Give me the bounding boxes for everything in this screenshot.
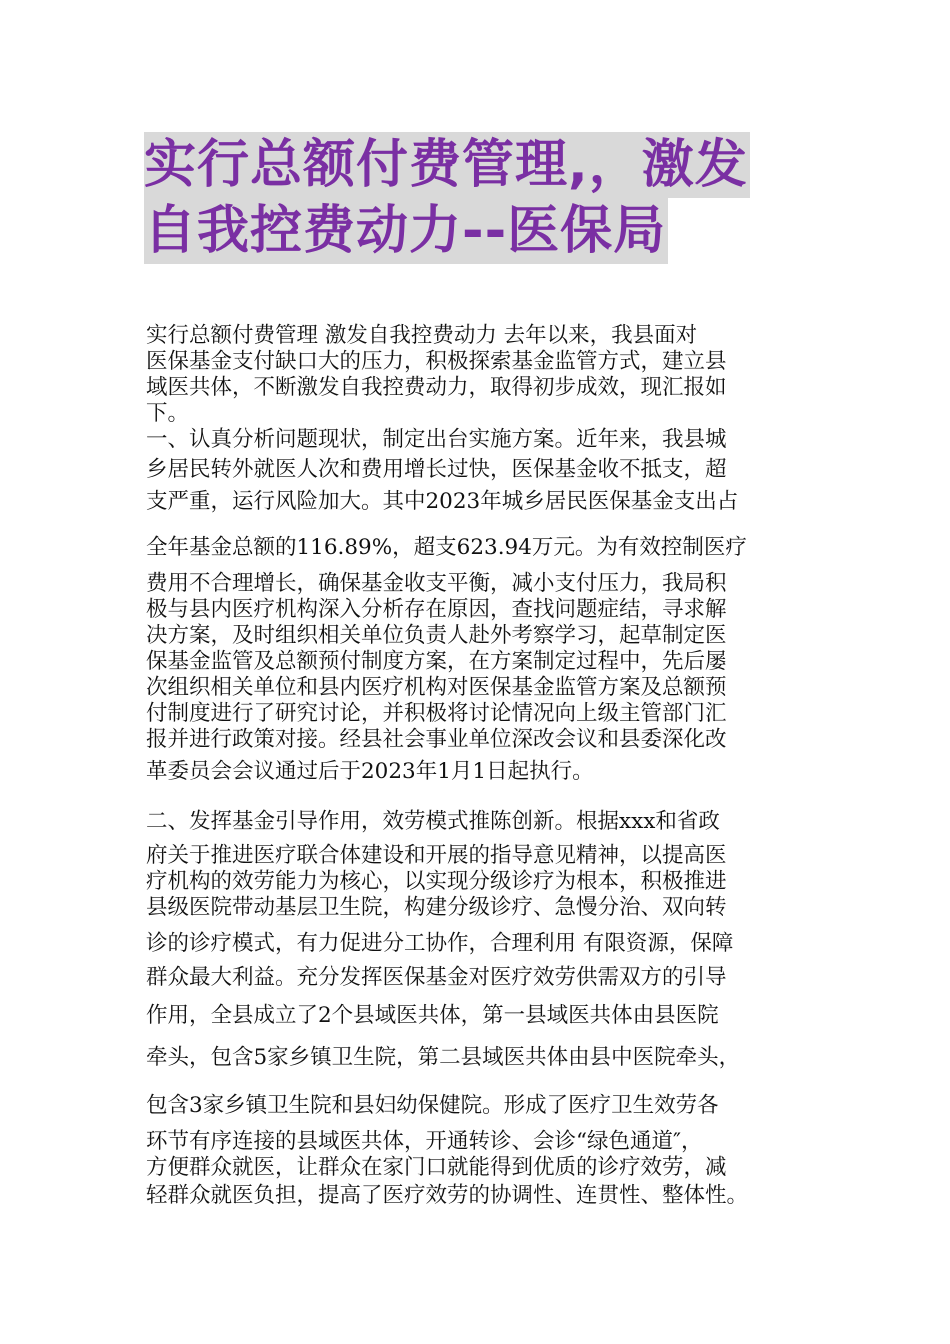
section-2-line: 环节有序连接的县域医共体，开通转诊、会诊“绿色通道″， bbox=[146, 1129, 703, 1154]
intro-line: 实行总额付费管理 激发自我控费动力 去年以来，我县面对 bbox=[146, 323, 698, 348]
section-2-line: 包含3家乡镇卫生院和县妇幼保健院。形成了医疗卫生效劳各 bbox=[146, 1093, 719, 1118]
section-1-line: 全年基金总额的116.89%，超支623.94万元。为有效控制医疗 bbox=[146, 535, 747, 560]
section-2-line: 县级医院带动基层卫生院，构建分级诊疗、急慢分治、双向转 bbox=[146, 895, 727, 920]
section-2-line: 方便群众就医，让群众在家门口就能得到优质的诊疗效劳，减 bbox=[146, 1155, 727, 1180]
section-2-line: 群众最大利益。充分发挥医保基金对医疗效劳供需双方的引导 bbox=[146, 965, 727, 990]
section-1-line: 费用不合理增长，确保基金收支平衡，减小支付压力，我局积 bbox=[146, 571, 727, 596]
section-1-line: 乡居民转外就医人次和费用增长过快，医保基金收不抵支，超 bbox=[146, 457, 727, 482]
section-1-line: 决方案，及时组织相关单位负责人赴外考察学习，起草制定医 bbox=[146, 623, 727, 648]
section-1-line: 次组织相关单位和县内医疗机构对医保基金监管方案及总额预 bbox=[146, 675, 727, 700]
section-2-line: 府关于推进医疗联合体建设和开展的指导意见精神，以提高医 bbox=[146, 843, 727, 868]
section-2-line: 疗机构的效劳能力为核心，以实现分级诊疗为根本，积极推进 bbox=[146, 869, 727, 894]
section-1-line: 支严重，运行风险加大。其中2023年城乡居民医保基金支出占 bbox=[146, 489, 739, 514]
section-1-line: 极与县内医疗机构深入分析存在原因，查找问题症结，寻求解 bbox=[146, 597, 727, 622]
intro-line: 下。 bbox=[146, 401, 190, 426]
title-line-2: 自我控费动力--医保局 bbox=[144, 198, 668, 264]
title-line-1: 实行总额付费管理,，激发 bbox=[144, 132, 750, 198]
intro-line: 医保基金支付缺口大的压力，积极探索基金监管方式，建立县 bbox=[146, 349, 727, 374]
section-2-line: 牵头，包含5家乡镇卫生院，第二县域医共体由县中医院牵头， bbox=[146, 1045, 741, 1070]
intro-line: 域医共体，不断激发自我控费动力，取得初步成效，现汇报如 bbox=[146, 375, 727, 400]
document-title bbox=[144, 132, 814, 264]
section-1-line: 报并进行政策对接。经县社会事业单位深改会议和县委深化改 bbox=[146, 727, 727, 752]
section-2-line: 二、发挥基金引导作用，效劳模式推陈创新。根据xxx和省政 bbox=[146, 809, 720, 834]
section-1-line: 革委员会会议通过后于2023年1月1日起执行。 bbox=[146, 759, 594, 784]
section-2-line: 诊的诊疗模式，有力促进分工协作，合理利用 有限资源，保障 bbox=[146, 931, 734, 956]
section-1-line: 保基金监管及总额预付制度方案，在方案制定过程中，先后屡 bbox=[146, 649, 727, 674]
section-2-line: 轻群众就医负担，提高了医疗效劳的协调性、连贯性、整体性。 bbox=[146, 1183, 749, 1208]
section-2-line: 作用，全县成立了2个县域医共体，第一县域医共体由县医院 bbox=[146, 1003, 719, 1028]
section-1-line: 付制度进行了研究讨论，并积极将讨论情况向上级主管部门汇 bbox=[146, 701, 727, 726]
section-1-line: 一、认真分析问题现状，制定出台实施方案。近年来，我县城 bbox=[146, 427, 727, 452]
